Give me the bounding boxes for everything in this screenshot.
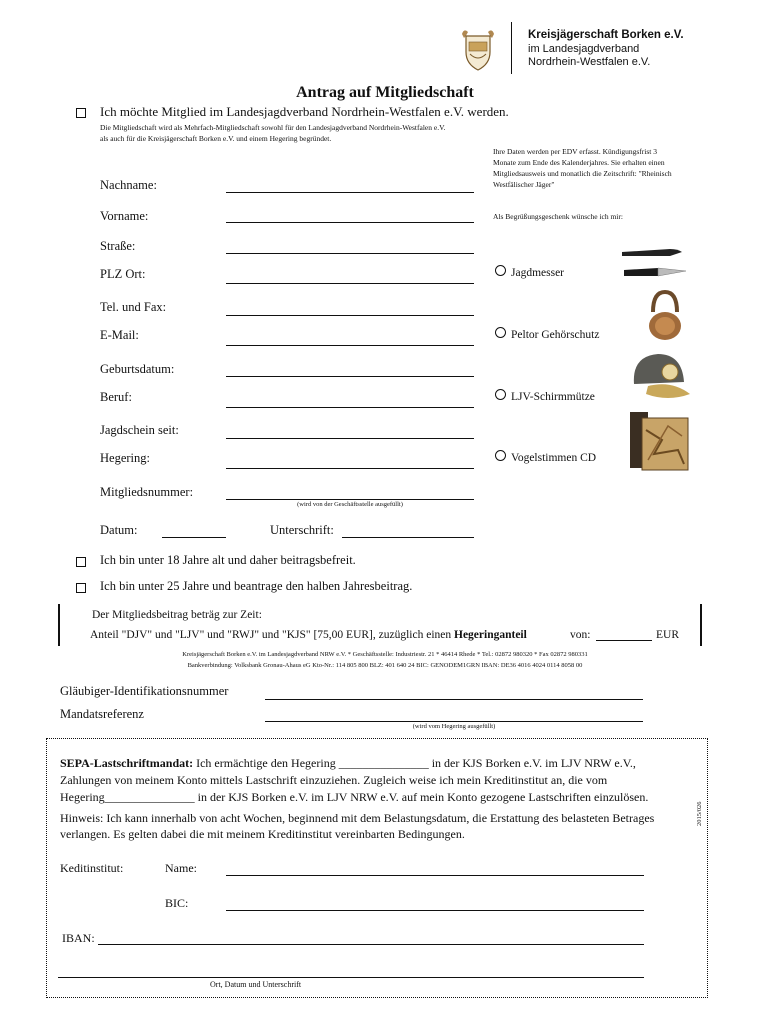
crest-logo	[456, 26, 500, 72]
fee-line-1: Der Mitgliedsbeitrag beträg zur Zeit:	[92, 609, 262, 621]
gift-label-gehoerschutz: Peltor Gehörschutz	[511, 329, 600, 341]
datum-label: Datum:	[100, 523, 138, 537]
gift-radio-cd[interactable]	[495, 450, 506, 461]
geburtsdatum-label: Geburtsdatum:	[100, 362, 175, 376]
glaeubiger-field[interactable]	[265, 699, 643, 700]
sepa-line-1	[60, 756, 636, 771]
side-code: 2015/026	[696, 801, 703, 826]
fee-line-2	[90, 629, 527, 641]
gift-label-jagdmesser: Jagdmesser	[511, 267, 565, 279]
org-line2: im Landesjagdverband	[528, 43, 640, 55]
jagdschein-label: Jagdschein seit:	[100, 423, 179, 437]
fee-eur: EUR	[656, 629, 679, 641]
geburtsdatum-field[interactable]	[226, 376, 474, 377]
gift-radio-jagdmesser[interactable]	[495, 265, 506, 276]
gift-label-muetze: LJV-Schirmmütze	[511, 391, 595, 403]
sepa-title: SEPA-Lastschriftmandat:	[60, 756, 194, 770]
sepa-line-2: Zahlungen von meinem Konto mittels Lastschrift einzuziehen. Zugleich weise ich mein Kreditinstitut an, die vom	[60, 773, 608, 787]
beruf-field[interactable]	[226, 407, 474, 408]
keditinstitut-label: Keditinstitut:	[60, 861, 124, 875]
iban-label: IBAN:	[62, 931, 95, 945]
unterschrift-label: Unterschrift:	[270, 523, 334, 537]
sepa-hint-2: verlangen. Es gelten dabei die mit meinem Kreditinstitut vereinbarten Bedingungen.	[60, 827, 465, 841]
fee-von: von:	[570, 629, 591, 641]
address-line-1: Kreisjägerschaft Borken e.V. im Landesjagdverband NRW e.V. * Geschäftsstelle: Industriestr. 21 * 46414 Rhede * Tel.: 02872 980320 * Fax 02872 980331	[182, 651, 588, 658]
page-title: Antrag auf Mitgliedschaft	[296, 84, 474, 101]
glaeubiger-label: Gläubiger-Identifikationsnummer	[60, 684, 229, 698]
vorname-field[interactable]	[226, 222, 474, 223]
signature-label: Ort, Datum und Unterschrift	[210, 980, 302, 989]
bic-field[interactable]	[226, 910, 644, 911]
datum-field[interactable]	[162, 537, 226, 538]
membership-note-2: als auch für die Kreisjägerschaft Borken e.V. und einem Hegering begründet.	[100, 134, 332, 143]
signature-field[interactable]	[58, 977, 644, 978]
membership-note-1: Die Mitgliedschaft wird als Mehrfach-Mitgliedschaft sowohl für den Landesjagdverband Nordrhein-Westfalen e.V.	[100, 123, 446, 132]
strasse-field[interactable]	[226, 253, 474, 254]
mitgliedsnummer-note: (wird von der Geschäftsstelle ausgefüllt)	[297, 501, 403, 508]
org-line3: Nordrhein-Westfalen e.V.	[528, 56, 651, 68]
gift-radio-gehoerschutz[interactable]	[495, 327, 506, 338]
cap-icon	[628, 350, 692, 406]
sepa-line-1-text: Ich ermächtige den Hegering _______________ in der KJS Borken e.V. im LJV NRW e.V.,	[193, 756, 636, 770]
org-name: Kreisjägerschaft Borken e.V.	[528, 29, 684, 41]
email-field[interactable]	[226, 345, 474, 346]
knife-icon	[620, 246, 690, 286]
fee-box-left-border	[58, 604, 60, 646]
email-label: E-Mail:	[100, 328, 139, 342]
header-divider	[511, 22, 512, 74]
strasse-label: Straße:	[100, 239, 136, 253]
mitgliedsnummer-label: Mitgliedsnummer:	[100, 485, 194, 499]
bank-name-field[interactable]	[226, 875, 644, 876]
under18-checkbox[interactable]	[76, 557, 86, 567]
fee-hegeringanteil: Hegeringanteil	[454, 629, 527, 641]
fee-box-right-border	[700, 604, 702, 646]
bank-name-label: Name:	[165, 861, 197, 875]
sepa-hint-1: Hinweis: Ich kann innerhalb von acht Wochen, beginnend mit dem Belastungsdatum, die Erstattung des belasteten Betrages	[60, 811, 655, 825]
address-line-2: Bankverbindung: Volksbank Gronau-Ahaus eG Kto-Nr.: 114 805 800 BLZ: 401 640 24 BIC: GENODEM1GRN IBAN: DE36 4016 4024 0114 8058 00	[187, 662, 583, 669]
gift-label-cd: Vogelstimmen CD	[511, 452, 597, 464]
mitgliedsnummer-field[interactable]	[226, 499, 474, 500]
beruf-label: Beruf:	[100, 390, 132, 404]
edv-note-1: Ihre Daten werden per EDV erfasst. Kündigungsfrist 3	[493, 147, 657, 156]
tel-fax-label: Tel. und Fax:	[100, 300, 167, 314]
plz-ort-field[interactable]	[226, 283, 474, 284]
fee-amount-field[interactable]	[596, 640, 652, 641]
gift-prompt: Als Begrüßungsgeschenk wünsche ich mir:	[493, 212, 623, 221]
nachname-field[interactable]	[226, 192, 474, 193]
edv-note-2: Monate zum Ende des Kalenderjahres. Sie erhalten einen	[493, 158, 665, 167]
mandatsreferenz-field[interactable]	[265, 721, 643, 722]
membership-checkbox[interactable]	[76, 108, 86, 118]
under18-label: Ich bin unter 18 Jahre alt und daher beitragsbefreit.	[100, 553, 356, 567]
under25-label: Ich bin unter 25 Jahre und beantrage den halben Jahresbeitrag.	[100, 579, 413, 593]
sepa-line-3: Hegering_______________ in der KJS Borken e.V. im LJV NRW e.V. auf mein Konto gezogene Lastschriften einzulösen.	[60, 790, 649, 804]
tel-fax-field[interactable]	[226, 315, 474, 316]
plz-ort-label: PLZ Ort:	[100, 267, 146, 281]
unterschrift-field[interactable]	[342, 537, 474, 538]
vorname-label: Vorname:	[100, 209, 149, 223]
ear-protection-icon	[645, 290, 685, 342]
edv-note-4: Westfälischer Jäger"	[493, 180, 555, 189]
jagdschein-field[interactable]	[226, 438, 474, 439]
nachname-label: Nachname:	[100, 178, 157, 192]
fee-line-2-text: Anteil "DJV" und "LJV" und "RWJ" und "KJS" [75,00 EUR], zuzüglich einen	[90, 629, 454, 641]
under25-checkbox[interactable]	[76, 583, 86, 593]
cd-icon	[628, 410, 692, 472]
iban-field[interactable]	[98, 944, 644, 945]
mandatsreferenz-label: Mandatsreferenz	[60, 707, 144, 721]
hegering-label: Hegering:	[100, 451, 150, 465]
bic-label: BIC:	[165, 896, 189, 910]
hegering-field[interactable]	[226, 468, 474, 469]
mandatsreferenz-note: (wird vom Hegering ausgefüllt)	[412, 723, 496, 730]
gift-radio-muetze[interactable]	[495, 389, 506, 400]
membership-label: Ich möchte Mitglied im Landesjagdverband Nordrhein-Westfalen e.V. werden.	[100, 104, 509, 119]
edv-note-3: Mitgliedsausweis und monatlich die Zeitschrift: "Rheinisch	[493, 169, 672, 178]
